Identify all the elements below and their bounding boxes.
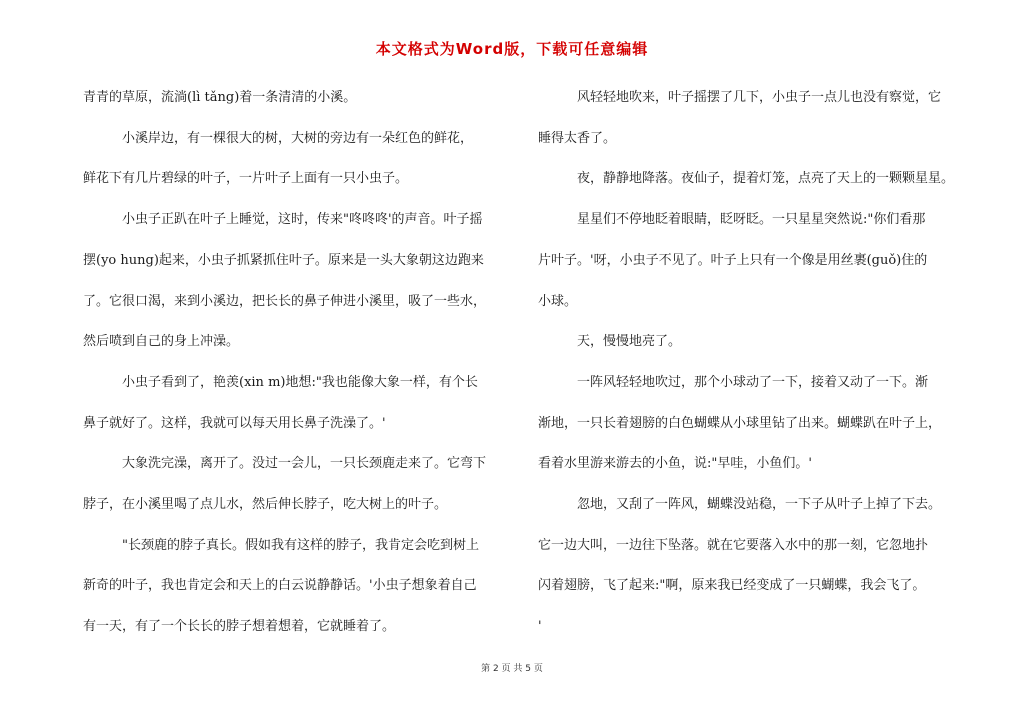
left-column	[83, 78, 503, 648]
text-line: 渐地，一只长着翅膀的白色蝴蝶从小球里钻了出来。蝴蝶趴在叶子上，	[538, 415, 942, 431]
text-line: 看着水里游来游去的小鱼，说:"早哇，小鱼们。'	[538, 456, 812, 472]
text-line: 鼻子就好了。这样，我就可以每天用长鼻子洗澡了。'	[83, 415, 386, 431]
text-line: "长颈鹿的脖子真长。假如我有这样的脖子，我肯定会吃到树上	[122, 537, 479, 553]
text-line: 忽地，又刮了一阵风，蝴蝶没站稳，一下子从叶子上掉了下去。	[577, 497, 942, 513]
text-line: 夜，静静地降落。夜仙子，提着灯笼，点亮了天上的一颗颗星星。	[577, 171, 955, 187]
text-line: 然后喷到自己的身上冲澡。	[83, 334, 240, 350]
page-number: 第 2 页 共 5 页	[481, 664, 543, 674]
text-line: 睡得太香了。	[538, 130, 617, 146]
text-line: 它一边大叫，一边往下坠落。就在它要落入水中的那一刻，它忽地扑	[538, 537, 929, 553]
word-format-banner: 本文格式为Word版，下载可任意编辑	[375, 40, 649, 58]
text-line: 天，慢慢地亮了。	[577, 334, 682, 350]
text-line: 闪着翅膀，飞了起来:"啊，原来我已经变成了一只蝴蝶，我会飞了。	[538, 578, 926, 594]
text-line: 星星们不停地眨着眼睛，眨呀眨。一只星星突然说:"你们看那	[577, 212, 926, 228]
text-line: 风轻轻地吹来，叶子摇摆了几下，小虫子一点儿也没有察觉，它	[577, 90, 942, 105]
text-line: 片叶子。'呀，小虫子不见了。叶子上只有一个像是用丝裹(guǒ)住的	[538, 252, 928, 268]
right-column	[538, 78, 978, 648]
text-line: 小虫子正趴在叶子上睡觉，这时，传来"咚咚咚'的声音。叶子摇	[122, 212, 483, 228]
text-line: '	[538, 619, 542, 635]
text-line: 摆(yo hung)起来，小虫子抓紧抓住叶子。原来是一头大象朝这边跑来	[83, 252, 484, 268]
text-line: 一阵风轻轻地吹过，那个小球动了一下，接着又动了一下。渐	[577, 374, 929, 390]
text-line: 大象洗完澡，离开了。没过一会儿，一只长颈鹿走来了。它弯下	[122, 456, 487, 472]
text-line: 有一天，有了一个长长的脖子想着想着，它就睡着了。	[83, 619, 396, 635]
text-line: 小溪岸边，有一棵很大的树，大树的旁边有一朵红色的鲜花，	[122, 130, 474, 146]
text-line: 新奇的叶子，我也肯定会和天上的白云说静静话。'小虫子想象着自己	[83, 578, 477, 594]
text-line: 小虫子看到了，艳羡(xin m)地想:"我也能像大象一样，有个长	[122, 374, 478, 390]
text-line: 了。它很口渴，来到小溪边，把长长的鼻子伸进小溪里，吸了一些水，	[83, 293, 487, 309]
text-line: 脖子，在小溪里喝了点儿水，然后伸长脖子，吃大树上的叶子。	[83, 497, 448, 513]
text-line: 鲜花下有几片碧绿的叶子，一片叶子上面有一只小虫子。	[83, 171, 409, 187]
text-line: 青青的草原，流淌(lì tǎng)着一条清清的小溪。	[83, 90, 357, 105]
text-line: 小球。	[538, 293, 578, 309]
